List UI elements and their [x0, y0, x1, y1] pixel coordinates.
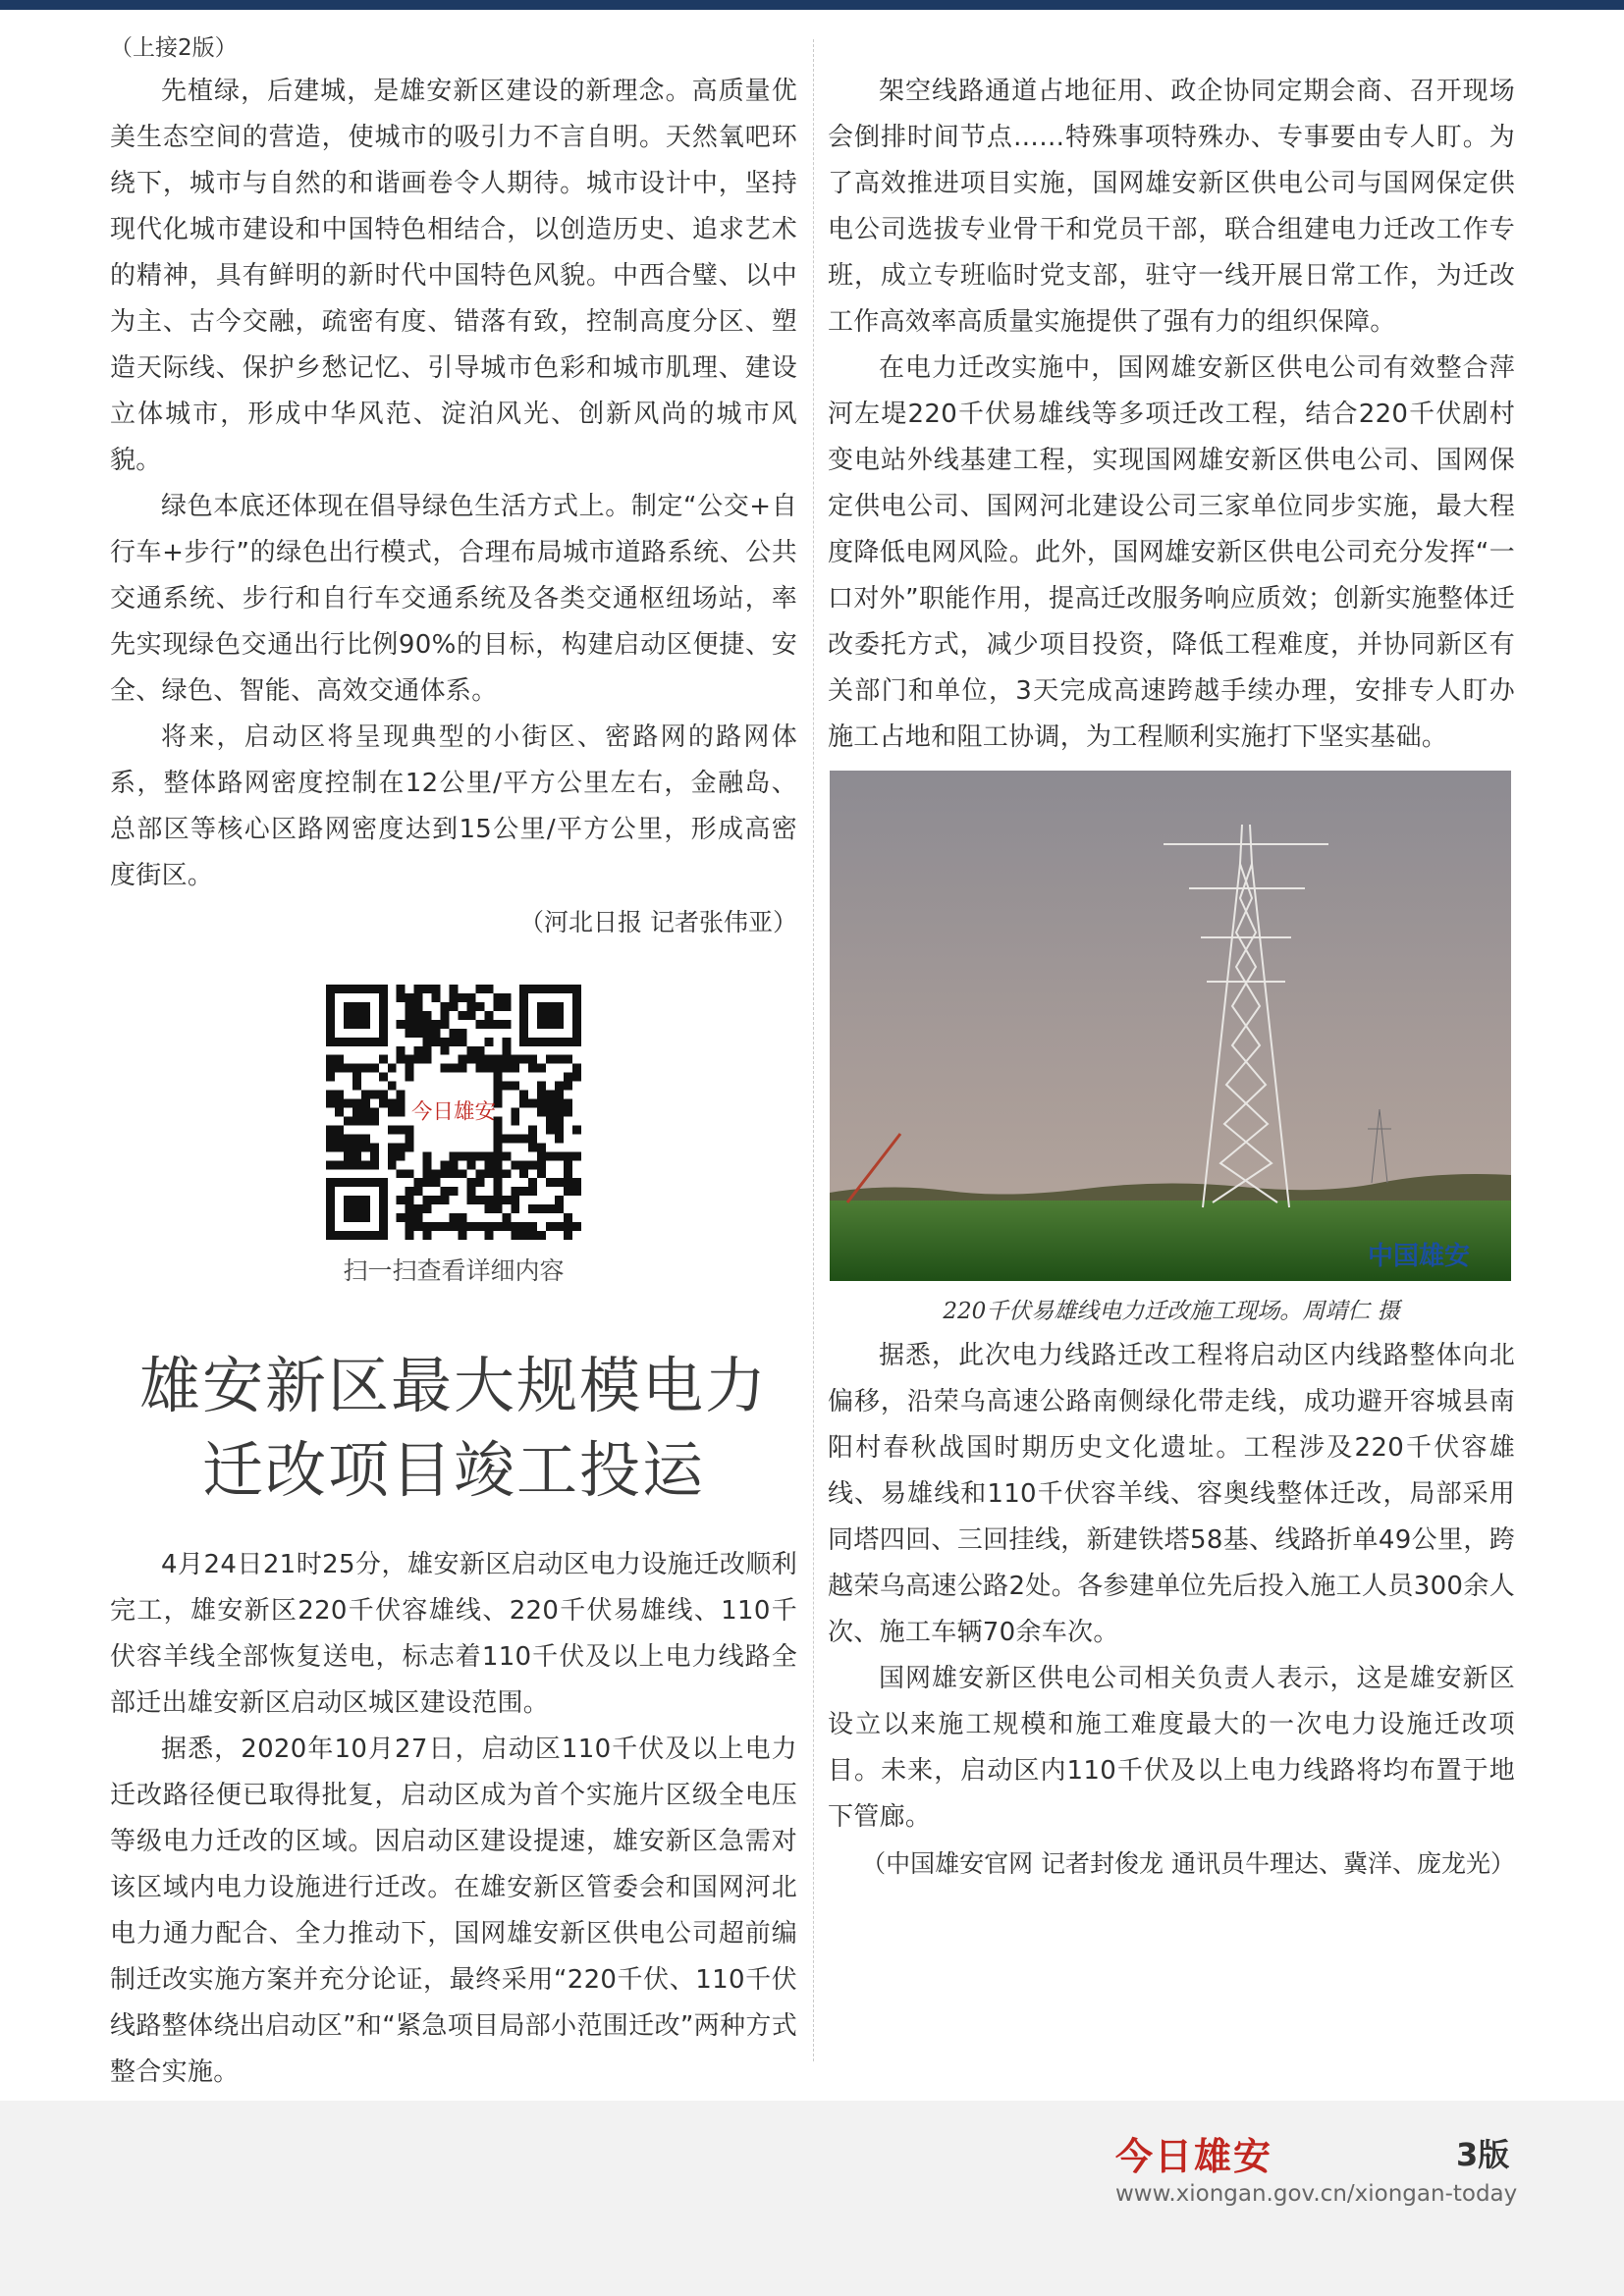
right-paragraph: 在电力迁改实施中，国网雄安新区供电公司有效整合萍河左堤220千伏易雄线等多项迁改工程，结合220千伏剧村变电站外线基建工程，实现国网雄安新区供电公司、国网保定供电公司、国网河北建设公司三家单位同步实施，最大程度降低电网风险。此外，国网雄安新区供电公司充分发挥“一口对外”职能作用，提高迁改服务响应质效；创新实施整体迁改委托方式，减少项目投资，降低工程难度，并协同新区有关部门和单位，3天完成高速跨越手续办理，安排专人盯办施工占地和阻工协调，为工程顺利实施打下坚实基础。	[828, 353, 1515, 752]
photo-watermark: 中国雄安	[1367, 1242, 1471, 1271]
qr-code[interactable]	[326, 985, 581, 1240]
article-headline	[110, 1344, 797, 1513]
right-column	[828, 27, 1515, 1887]
page-number: 3版	[1456, 2136, 1510, 2173]
qr-logo: 今日雄安	[410, 1099, 497, 1125]
continuation-note: （上接2版）	[110, 35, 238, 61]
left-byline: （河北日报 记者张伟亚）	[519, 908, 797, 936]
left-paragraph: 绿色本底还体现在倡导绿色生活方式上。制定“公交+自行车+步行”的绿色出行模式，合理布局城市道路系统、公共交通系统、步行和自行车交通系统及各类交通枢纽场站，率先实现绿色交通出行比例90%的目标，构建启动区便捷、安全、绿色、智能、高效交通体系。	[110, 492, 797, 706]
right-byline: （中国雄安官网 记者封俊龙 通讯员牛理达、冀洋、庞龙光）	[861, 1849, 1515, 1878]
qr-finder-top-right	[519, 985, 581, 1046]
construction-photo	[830, 771, 1511, 1281]
left-paragraph: 先植绿，后建城，是雄安新区建设的新理念。高质量优美生态空间的营造，使城市的吸引力不言自明。天然氧吧环绕下，城市与自然的和谐画卷令人期待。城市设计中，坚持现代化城市建设和中国特色相结合，以创造历史、追求艺术的精神，具有鲜明的新时代中国特色风貌。中西合璧、以中为主、古今交融，疏密有度、错落有致，控制高度分区、塑造天际线、保护乡愁记忆、引导城市色彩和城市肌理、建设立体城市，形成中华风范、淀泊风光、创新风尚的城市风貌。	[110, 77, 797, 475]
right-paragraph: 架空线路通道占地征用、政企协同定期会商、召开现场会倒排时间节点……特殊事项特殊办、专事要由专人盯。为了高效推进项目实施，国网雄安新区供电公司与国网保定供电公司选拔专业骨干和党员干部，联合组建电力迁改工作专班，成立专班临时党支部，驻守一线开展日常工作，为迁改工作高效率高质量实施提供了强有力的组织保障。	[828, 77, 1515, 337]
left-paragraph: 将来，启动区将呈现典型的小街区、密路网的路网体系，整体路网密度控制在12公里/平方公里左右，金融岛、总部区等核心区路网密度达到15公里/平方公里，形成高密度街区。	[110, 722, 797, 890]
qr-finder-top-left	[326, 985, 388, 1046]
qr-caption: 扫一扫查看详细内容	[343, 1256, 565, 1285]
right-paragraph: 据悉，此次电力线路迁改工程将启动区内线路整体向北偏移，沿荣乌高速公路南侧绿化带走线，成功避开容城县南阳村春秋战国时期历史文化遗址。工程涉及220千伏容雄线、易雄线和110千伏容羊线、容奥线整体迁改，局部采用同塔四回、三回挂线，新建铁塔58基、线路折单49公里，跨越荣乌高速公路2处。各参建单位先后投入施工人员300余人次、施工车辆70余车次。	[828, 1341, 1515, 1647]
article-paragraph: 据悉，2020年10月27日，启动区110千伏及以上电力迁改路径便已取得批复，启动区成为首个实施片区级全电压等级电力迁改的区域。因启动区建设提速，雄安新区急需对该区域内电力设施进行迁改。在雄安新区管委会和国网河北电力通力配合、全力推动下，国网雄安新区供电公司超前编制迁改实施方案并充分论证，最终采用“220千伏、110千伏线路整体绕出启动区”和“紧急项目局部小范围迁改”两种方式整合实施。	[110, 1735, 797, 2087]
top-color-bar	[0, 0, 1624, 10]
footer-logo: 今日雄安	[1115, 2134, 1273, 2178]
column-divider	[813, 39, 814, 2061]
article-paragraph: 4月24日21时25分，雄安新区启动区电力设施迁改顺利完工，雄安新区220千伏容雄线、220千伏易雄线、110千伏容羊线全部恢复送电，标志着110千伏及以上电力线路全部迁出雄安新区启动区城区建设范围。	[110, 1550, 797, 1718]
page-footer	[0, 2101, 1624, 2296]
headline-line-1: 雄安新区最大规模电力	[138, 1350, 768, 1421]
right-paragraph: 国网雄安新区供电公司相关负责人表示，这是雄安新区设立以来施工规模和施工难度最大的一次电力设施迁改项目。未来，启动区内110千伏及以上电力线路将均布置于地下管廊。	[828, 1664, 1515, 1832]
left-column	[110, 27, 797, 2096]
qr-finder-bottom-left	[326, 1178, 388, 1240]
photo-caption: 220千伏易雄线电力迁改施工现场。周靖仁 摄	[943, 1299, 1400, 1324]
qr-block	[326, 985, 581, 1287]
headline-line-2: 迁改项目竣工投运	[201, 1434, 705, 1506]
footer-url[interactable]: www.xiongan.gov.cn/xiongan-today	[1115, 2181, 1518, 2207]
